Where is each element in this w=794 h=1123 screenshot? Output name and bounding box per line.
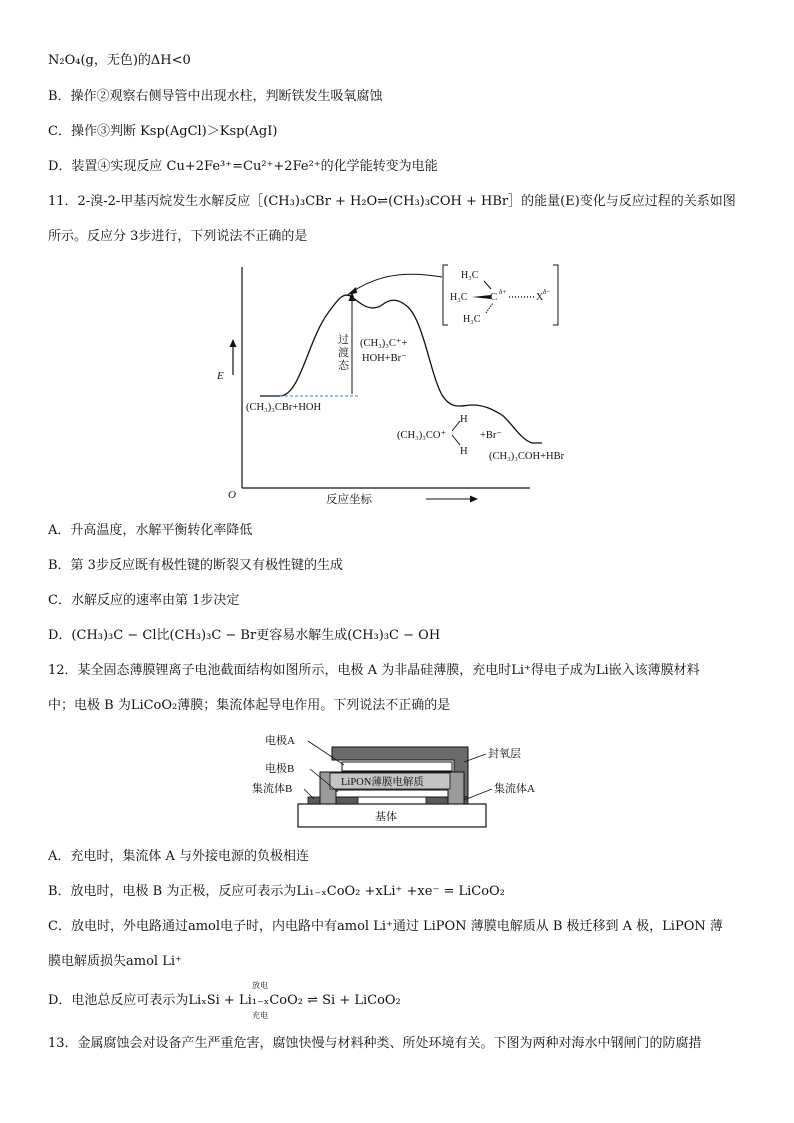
question-11-stem: 11．2-溴-2-甲基丙烷发生水解反应［(CH₃)₃CBr + H₂O⇌(CH₃)₃COH + HBr］的能量(E)变化与反应过程的关系如图 (48, 194, 736, 209)
q12-option-b: B．放电时，电极 B 为正极，反应可表示为Li₁₋ₓCoO₂ +xLi⁺ +xe⁻ = LiCoO₂ (48, 884, 505, 899)
electrolyte-label: LiPON薄膜电解质 (341, 777, 424, 788)
reactant-label: (CH₃)₃CBr+HOH (246, 402, 322, 413)
q12-option-d: D．电池总反应可表示为LiₓSi + Li₁₋ₓCoO₂ ⇌ Si + LiCoO₂ (48, 993, 401, 1008)
electrode-a-layer (342, 762, 452, 771)
origin-label: O (228, 489, 236, 501)
q11-option-a: A．升高温度，水解平衡转化率降低 (48, 523, 253, 538)
q11-option-b: B．第 3步反应既有极性键的断裂又有极性键的生成 (48, 558, 343, 573)
energy-profile-diagram (210, 255, 590, 510)
option-d: D．装置④实现反应 Cu+2Fe³⁺=Cu²⁺+2Fe²⁺的化学能转变为电能 (48, 159, 438, 174)
collector-b-label: 集流体B (252, 783, 293, 795)
intermediate2-left: (CH₃)₃CO⁺ (397, 430, 447, 441)
q11-option-d: D．(CH₃)₃C − Cl比(CH₃)₃C − Br更容易水解生成(CH₃)₃C − OH (48, 628, 441, 643)
ts-structure (443, 265, 558, 325)
intermediate2-h2: H (460, 446, 468, 457)
y-arrow-icon (230, 339, 237, 347)
ts-center-charge: δ+ (499, 288, 507, 296)
x-arrow-icon (470, 496, 478, 503)
q12-option-c-cont: 膜电解质损失amol Li⁺ (48, 954, 182, 969)
q12-option-a: A．充电时，集流体 A 与外接电源的负极相连 (48, 849, 310, 864)
ts-h3c-bot: H₃C (463, 314, 481, 325)
discharge-label: 放电 (252, 981, 268, 990)
intermediate2-h1: H (460, 414, 468, 425)
question-13-stem: 13．金属腐蚀会对设备产生严重危害，腐蚀快慢与材料种类、所处环境有关。下图为两种对海水中钢闸门的防腐措 (48, 1036, 702, 1051)
ts-center: C (490, 291, 498, 303)
seal-label: 封氧层 (488, 748, 521, 760)
collector-a-label: 集流体A (494, 783, 535, 795)
q12-option-c: C．放电时，外电路通过amol电子时，内电路中有amol Li⁺通过 LiPON 薄膜电解质从 B 极迁移到 A 极，LiPON 薄 (48, 919, 723, 934)
energy-curve (260, 295, 542, 443)
intermediate2-right: +Br⁻ (480, 430, 502, 441)
x-axis-label: 反应坐标 (326, 494, 372, 506)
ts-char-2: 渡 (338, 347, 349, 359)
electrode-a-label: 电极A (265, 735, 295, 747)
electrode-b-label: 电极B (265, 763, 295, 775)
ts-h3c-top: H₃C (461, 270, 479, 281)
option-c: C．操作③判断 Ksp(AgCl)＞Ksp(AgI) (48, 124, 278, 139)
ts-x: X (536, 292, 544, 303)
q11-option-c: C．水解反应的速率由第 1步决定 (48, 593, 240, 608)
battery-cross-section (248, 728, 548, 833)
charge-label: 充电 (252, 1011, 268, 1020)
ts-h3c-mid: H₃C (450, 292, 468, 303)
ts-x-charge: δ− (543, 288, 551, 296)
pointer-arrow-icon (347, 287, 357, 295)
question-12-stem-cont: 中；电极 B 为LiCoO₂薄膜；集流体起导电作用。下列说法不正确的是 (48, 698, 451, 713)
question-12-stem: 12．某全固态薄膜锂离子电池截面结构如图所示，电极 A 为非晶硅薄膜，充电时Li⁺得电子成为Li嵌入该薄膜材料 (48, 663, 700, 678)
ts-char-1: 过 (338, 334, 349, 346)
intermediate1-a: (CH₃)₃C⁺+ (360, 338, 408, 349)
option-text: N₂O₄(g，无色)的ΔH<0 (48, 53, 191, 68)
question-11-stem-cont: 所示。反应分 3步进行，下列说法不正确的是 (48, 229, 308, 244)
ts-char-3: 态 (338, 360, 349, 372)
option-b: B．操作②观察右侧导管中出现水柱，判断铁发生吸氧腐蚀 (48, 89, 383, 104)
product-label: (CH₃)₃COH+HBr (489, 451, 565, 462)
substrate-label: 基体 (375, 811, 397, 823)
y-axis-label: E (217, 370, 224, 382)
electrode-b-layer (336, 790, 448, 797)
intermediate1-b: HOH+Br⁻ (362, 353, 407, 364)
